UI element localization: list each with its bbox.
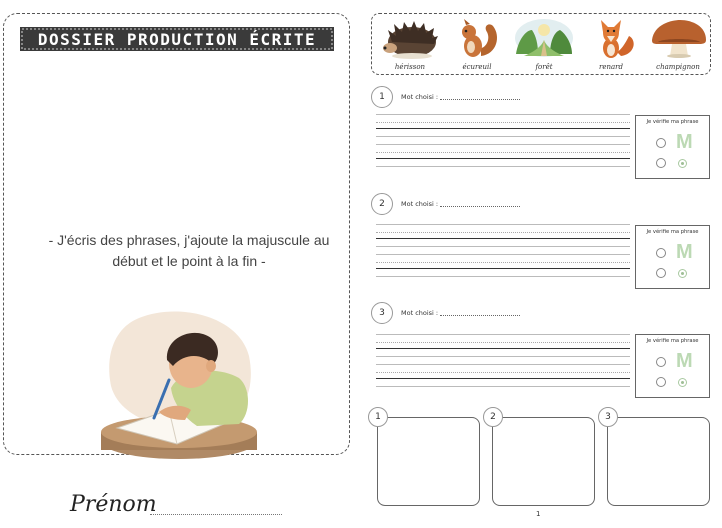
chosen-word-label: Mot choisi : bbox=[401, 200, 439, 208]
name-input-line[interactable] bbox=[150, 514, 282, 515]
child-writing-illustration bbox=[99, 306, 259, 464]
period-icon bbox=[678, 378, 687, 387]
capital-letter-icon: M bbox=[676, 241, 693, 263]
drawing-number-badge: 3 bbox=[598, 407, 618, 427]
check-title: Je vérifie ma phrase bbox=[646, 229, 699, 235]
check-title: Je vérifie ma phrase bbox=[646, 119, 699, 125]
writing-lines[interactable] bbox=[376, 224, 630, 280]
period-checkbox[interactable] bbox=[656, 377, 666, 387]
drawing-box[interactable] bbox=[492, 417, 595, 506]
drawing-box[interactable] bbox=[607, 417, 710, 506]
chosen-word-line[interactable] bbox=[440, 206, 520, 207]
vocab-item-champignon bbox=[648, 18, 708, 74]
capital-letter-icon: M bbox=[676, 350, 693, 372]
fox-icon bbox=[581, 18, 641, 60]
drawing-number-badge: 1 bbox=[368, 407, 388, 427]
drawing-box[interactable] bbox=[377, 417, 480, 506]
vocab-label: champignon bbox=[656, 63, 700, 71]
check-title: Je vérifie ma phrase bbox=[646, 338, 699, 344]
capital-checkbox[interactable] bbox=[656, 248, 666, 258]
vocab-label: écureuil bbox=[462, 63, 492, 71]
name-label: Prénom bbox=[70, 492, 157, 517]
vocab-item-foret bbox=[514, 18, 574, 74]
capital-checkbox[interactable] bbox=[656, 357, 666, 367]
vocab-label: hérisson bbox=[394, 63, 426, 71]
chosen-word-label: Mot choisi : bbox=[401, 309, 439, 317]
cover-card bbox=[3, 13, 350, 455]
page-title: DOSSIER PRODUCTION ÉCRITE bbox=[37, 29, 317, 49]
vocabulary-box bbox=[371, 13, 711, 75]
vocab-item-renard bbox=[581, 18, 641, 74]
capital-checkbox[interactable] bbox=[656, 138, 666, 148]
period-icon bbox=[678, 269, 687, 278]
period-icon bbox=[678, 159, 687, 168]
vocab-label: forêt bbox=[535, 63, 553, 71]
period-checkbox[interactable] bbox=[656, 158, 666, 168]
vocab-item-ecureuil bbox=[447, 18, 507, 74]
exercise-number-badge: 3 bbox=[371, 302, 393, 324]
drawing-number-badge: 2 bbox=[483, 407, 503, 427]
hedgehog-icon bbox=[380, 18, 440, 60]
writing-lines[interactable] bbox=[376, 114, 630, 170]
page-number: 1 bbox=[536, 510, 541, 518]
forest-icon bbox=[514, 18, 574, 60]
vocab-item-herisson bbox=[380, 18, 440, 74]
exercise-number-badge: 2 bbox=[371, 193, 393, 215]
sentence-check-box bbox=[635, 334, 710, 398]
vocab-label: renard bbox=[599, 63, 623, 71]
period-checkbox[interactable] bbox=[656, 268, 666, 278]
instruction-text: - J'écris des phrases, j'ajoute la majuscule au début et le point à la fin - bbox=[48, 232, 330, 269]
writing-lines[interactable] bbox=[376, 334, 630, 390]
mushroom-icon bbox=[648, 18, 708, 60]
chosen-word-label: Mot choisi : bbox=[401, 93, 439, 101]
title-banner bbox=[20, 27, 334, 51]
sentence-check-box bbox=[635, 115, 710, 179]
capital-letter-icon: M bbox=[676, 131, 693, 153]
chosen-word-line[interactable] bbox=[440, 315, 520, 316]
chosen-word-line[interactable] bbox=[440, 99, 520, 100]
exercise-number-badge: 1 bbox=[371, 86, 393, 108]
squirrel-icon bbox=[447, 18, 507, 60]
sentence-check-box bbox=[635, 225, 710, 289]
